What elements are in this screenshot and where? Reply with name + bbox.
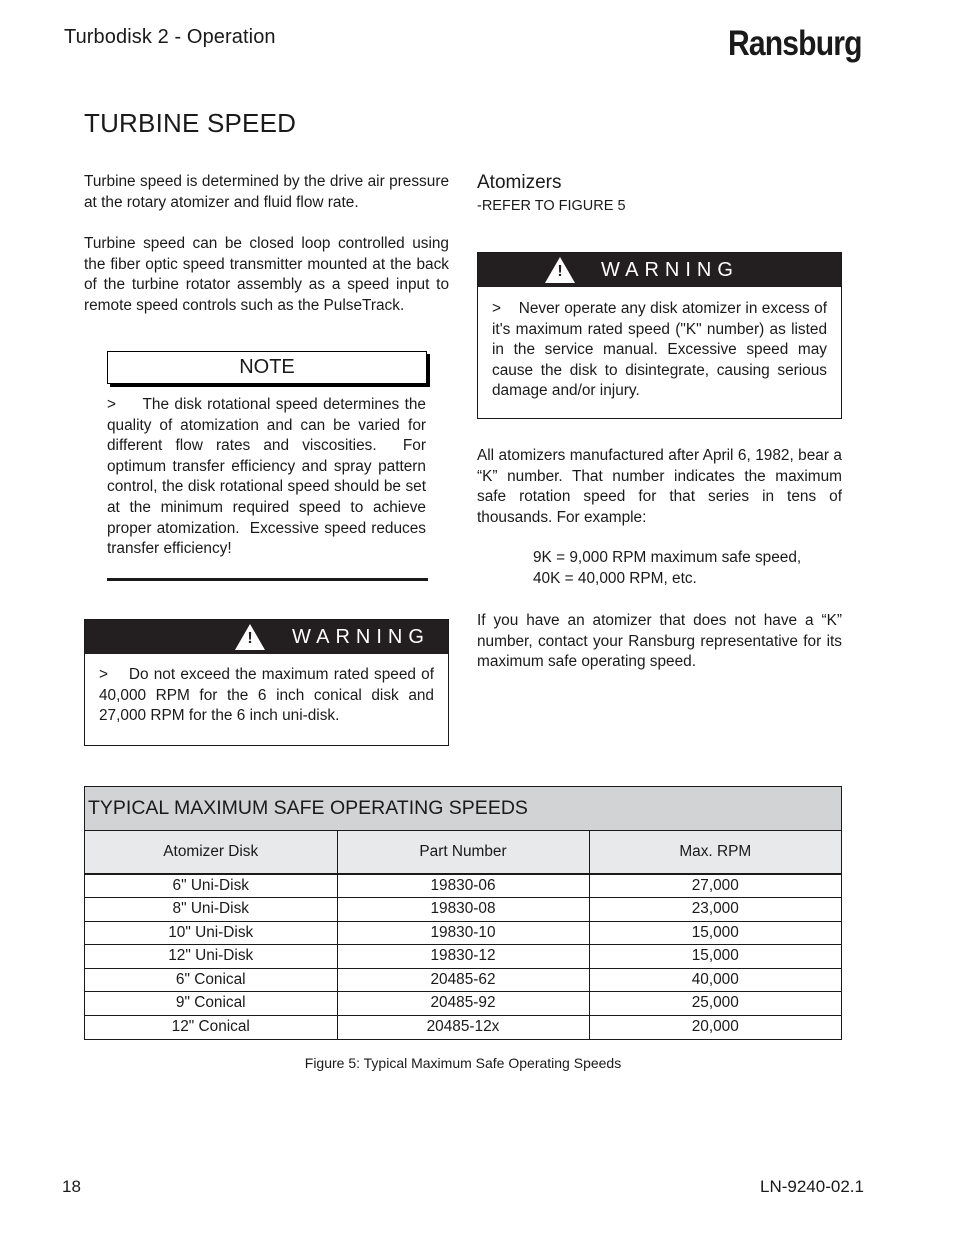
- table-row: [85, 874, 841, 898]
- warning-label: WARNING: [292, 626, 430, 648]
- table-header-row: [85, 831, 841, 874]
- speeds-table-grid: [85, 831, 841, 1039]
- table-row: [85, 1015, 841, 1039]
- cell-atomizer-disk: 12" Uni-Disk: [85, 945, 337, 969]
- column-header-part-number: Part Number: [337, 831, 589, 874]
- warning-label: WARNING: [601, 259, 739, 281]
- exclamation-icon: !: [247, 630, 253, 647]
- page-title: TURBINE SPEED: [84, 108, 297, 138]
- table-row: [85, 945, 841, 969]
- cell-part-number: 19830-12: [337, 945, 589, 969]
- warning-text: > Never operate any disk atomizer in excess of it's maximum rated speed ("K" number) as listed in the service manual. Excessive speed may cause the disk to disintegrate, causing serious damage and/or injury.: [492, 300, 832, 400]
- brand-logo: Ransburg: [728, 24, 862, 63]
- page-number: 18: [62, 1177, 81, 1196]
- exclamation-icon: !: [557, 263, 563, 280]
- cell-max-rpm: 27,000: [589, 874, 841, 898]
- cell-max-rpm: 20,000: [691, 1018, 739, 1035]
- cell-atomizer-disk: 12" Conical: [85, 1015, 337, 1039]
- cell-atomizer-disk: 6" Conical: [85, 968, 337, 992]
- contact-paragraph: If you have an atomizer that does not have a “K” number, contact your Ransburg representative for its maximum safe operating speed.: [477, 612, 842, 671]
- warning-text: > Do not exceed the maximum rated speed of 40,000 RPM for the 6 inch conical disk and 27,000 RPM for the 6 inch uni-disk.: [99, 666, 439, 725]
- cell-atomizer-disk: 8" Uni-Disk: [85, 898, 337, 922]
- table-row: [85, 898, 841, 922]
- figure-caption: Figure 5: Typical Maximum Safe Operating Speeds: [304, 1055, 622, 1071]
- warning-header: [478, 253, 841, 287]
- example-line-1: 9K = 9,000 RPM maximum safe speed,: [533, 549, 802, 566]
- cell-max-rpm: 40,000: [589, 968, 841, 992]
- table-row: [85, 968, 841, 992]
- column-header-max-rpm: Max. RPM: [589, 831, 841, 874]
- intro-paragraph: Turbine speed is determined by the drive air pressure at the rotary atomizer and fluid flow rate.: [84, 173, 449, 211]
- note-header: [107, 351, 427, 384]
- note-title: NOTE: [239, 356, 295, 378]
- figure-reference: -REFER TO FIGURE 5: [477, 198, 626, 214]
- warning-box-speed-limit: [84, 619, 449, 746]
- example-line-2: 40K = 40,000 RPM, etc.: [533, 570, 697, 587]
- table-row: [85, 992, 841, 1016]
- column-header-atomizer-disk: Atomizer Disk: [85, 831, 337, 874]
- k-number-paragraph: All atomizers manufactured after April 6, 1982, bear a “K” number. That number indicates the maximum safe rotation speed for that series in tens of thousands. For example:: [477, 447, 842, 526]
- cell-part-number: 20485-12x: [337, 1015, 589, 1039]
- cell-part-number: 19830-10: [337, 921, 589, 945]
- warning-box-rated-speed: [477, 252, 842, 419]
- cell-max-rpm: 15,000: [589, 945, 841, 969]
- cell-part-number: 20485-62: [337, 968, 589, 992]
- header-section-title: Turbodisk 2 - Operation: [64, 26, 276, 48]
- document-number: LN-9240-02.1: [760, 1177, 864, 1196]
- table-title: TYPICAL MAXIMUM SAFE OPERATING SPEEDS: [85, 787, 841, 831]
- cell-part-number: 19830-06: [337, 874, 589, 898]
- cell-max-rpm: 15,000: [589, 921, 841, 945]
- cell-part-number: 19830-08: [337, 898, 589, 922]
- cell-atomizer-disk: 9" Conical: [85, 992, 337, 1016]
- table-row: [85, 921, 841, 945]
- atomizers-heading: Atomizers: [477, 172, 562, 193]
- cell-atomizer-disk: 10" Uni-Disk: [85, 921, 337, 945]
- note-divider: [107, 578, 428, 581]
- cell-part-number: 20485-92: [337, 992, 589, 1016]
- cell-max-rpm: 23,000: [589, 898, 841, 922]
- note-text: > The disk rotational speed determines the quality of atomization and can be varied for different flow rates and viscosities. For optimum transfer efficiency and spray pattern control, the disk rotational speed should be set at the minimum required speed to achieve proper atomization. Excessive speed reduces transfer efficiency!: [107, 396, 431, 558]
- cell-atomizer-disk: 6" Uni-Disk: [85, 874, 337, 898]
- control-paragraph: Turbine speed can be closed loop controlled using the fiber optic speed transmitter mounted at the back of the turbine rotator assembly as a speed input to remote speed controls such as the PulseTrack.: [84, 235, 449, 314]
- speeds-table: [84, 786, 842, 1040]
- cell-max-rpm: 25,000: [589, 992, 841, 1016]
- warning-header: [85, 620, 448, 654]
